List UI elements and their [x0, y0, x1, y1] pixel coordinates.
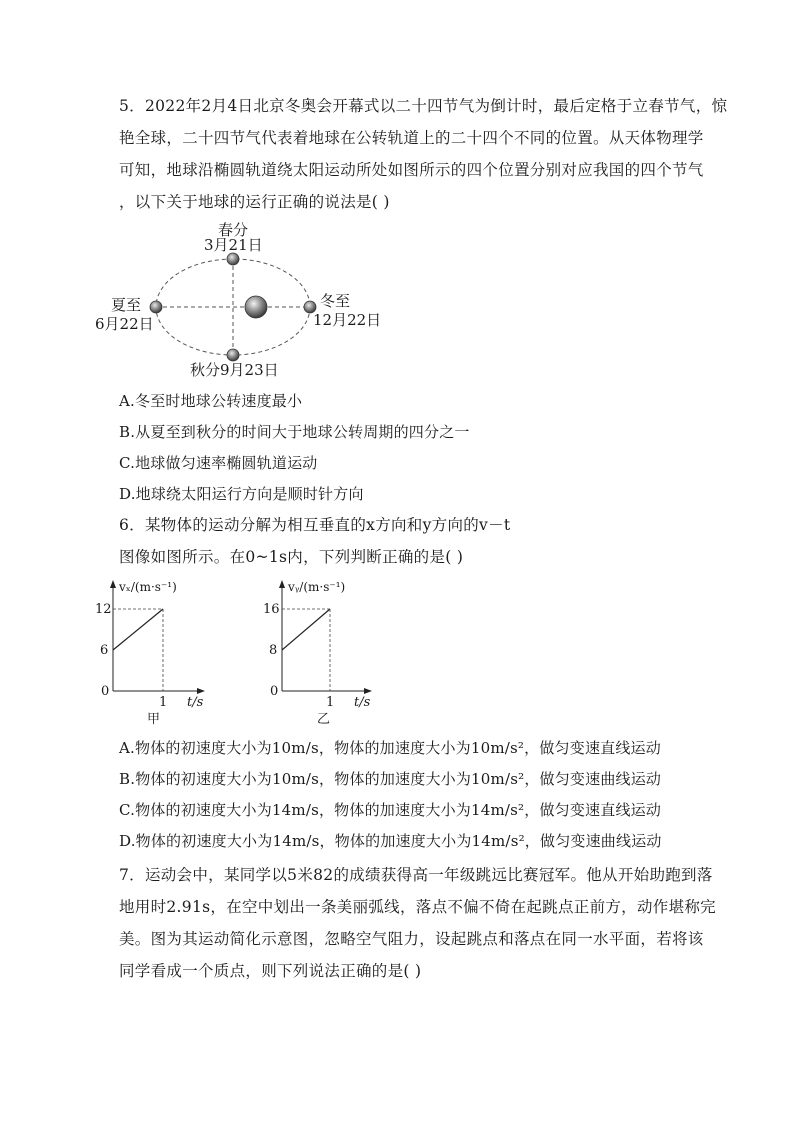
- vy-tick-1: 1: [326, 695, 335, 710]
- label-autumn: 秋分9月23日: [190, 361, 279, 379]
- vy-axis-arrow: [279, 580, 285, 588]
- q7-line-4: 同学看成一个质点，则下列说法正确的是( ): [119, 962, 422, 980]
- t-axis-arrow: [364, 688, 372, 694]
- vx-tick-6: 6: [100, 643, 109, 658]
- vx-axis-arrow: [110, 580, 116, 588]
- q6-line-2: 图像如图所示。在0~1s内，下列判断正确的是( ): [119, 548, 464, 566]
- t-axis-arrow: [197, 688, 205, 694]
- q6-line-1: 6．某物体的运动分解为相互垂直的x方向和y方向的v－t: [119, 516, 511, 534]
- label-spring-name: 春分: [218, 221, 249, 239]
- label-winter-name: 冬至: [320, 292, 351, 310]
- q5-line-1: 5．2022年2月4日北京冬奥会开幕式以二十四节气为倒计时，最后定格于立春节气，惊: [119, 97, 728, 115]
- q5-option-b: B.从夏至到秋分的时间大于地球公转周期的四分之一: [119, 423, 470, 441]
- label-summer-date: 6月22日: [95, 315, 154, 333]
- vy-caption: 乙: [317, 712, 331, 727]
- sun: [245, 296, 267, 318]
- q7-line-3: 美。图为其运动简化示意图，忽略空气阻力，设起跳点和落点在同一水平面，若将该: [119, 930, 704, 948]
- vy-xlabel: t/s: [354, 695, 371, 710]
- vx-line: [113, 609, 163, 650]
- q5-line-3: 可知，地球沿椭圆轨道绕太阳运动所处如图所示的四个位置分别对应我国的四个节气: [119, 161, 704, 179]
- vy-tick-16: 16: [263, 602, 280, 617]
- q5-line-2: 艳全球，二十四节气代表着地球在公转轨道上的二十四个不同的位置。从天体物理学: [119, 129, 704, 147]
- label-winter-date: 12月22日: [313, 311, 382, 329]
- vy-t-graph: [262, 573, 387, 728]
- vy-line: [282, 609, 330, 650]
- q5-line-4: ，以下关于地球的运行正确的说法是( ): [119, 193, 390, 211]
- vx-caption: 甲: [147, 712, 161, 727]
- earth-autumn-equinox: [227, 349, 239, 361]
- q5-option-a: A.冬至时地球公转速度最小: [119, 392, 303, 410]
- orbit-diagram: [90, 215, 400, 385]
- q6-option-a: A.物体的初速度大小为10m/s，物体的加速度大小为10m/s²，做匀变速直线运动: [119, 739, 661, 757]
- q7-line-2: 地用时2.91s，在空中划出一条美丽弧线，落点不偏不倚在起跳点正前方，动作堪称完: [119, 898, 716, 916]
- vy-ylabel: vᵧ/(m·s⁻¹): [288, 580, 346, 594]
- vy-origin: 0: [270, 684, 279, 699]
- vx-xlabel: t/s: [187, 695, 204, 710]
- q6-option-b: B.物体的初速度大小为10m/s，物体的加速度大小为10m/s²，做匀变速曲线运动: [119, 770, 662, 788]
- q6-option-d: D.物体的初速度大小为14m/s，物体的加速度大小为14m/s²，做匀变速曲线运动: [119, 832, 662, 850]
- q7-line-1: 7．运动会中，某同学以5米82的成绩获得高一年级跳远比赛冠军。他从开始助跑到落: [119, 866, 713, 884]
- vy-tick-8: 8: [269, 643, 278, 658]
- vx-tick-1: 1: [159, 695, 168, 710]
- vx-tick-12: 12: [95, 602, 112, 617]
- vx-ylabel: vₓ/(m·s⁻¹): [119, 580, 177, 594]
- q5-option-c: C.地球做匀速率椭圆轨道运动: [119, 454, 318, 472]
- earth-summer-solstice: [150, 301, 162, 313]
- label-spring-date: 3月21日: [204, 236, 263, 254]
- q6-option-c: C.物体的初速度大小为14m/s，物体的加速度大小为14m/s²，做匀变速直线运动: [119, 801, 662, 819]
- vx-origin: 0: [101, 684, 110, 699]
- earth-spring-equinox: [227, 253, 239, 265]
- q5-option-d: D.地球绕太阳运行方向是顺时针方向: [119, 485, 364, 503]
- label-summer-name: 夏至: [111, 296, 142, 314]
- vx-t-graph: [95, 573, 220, 728]
